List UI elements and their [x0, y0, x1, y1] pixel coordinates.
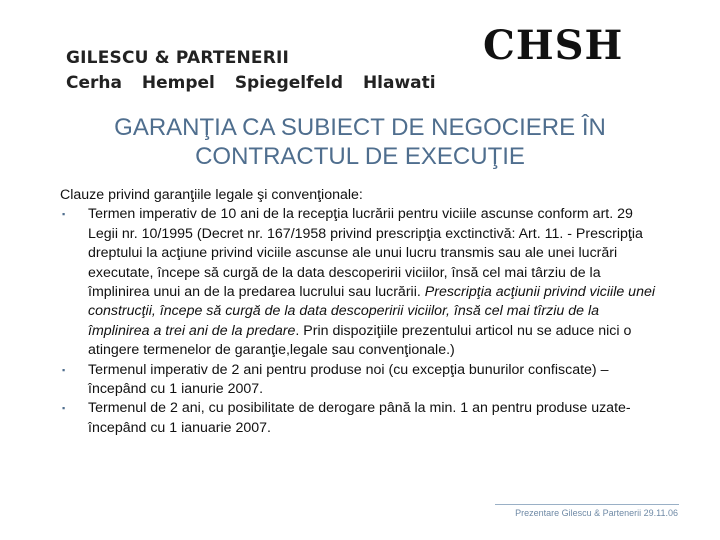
logo-partner-names [66, 73, 450, 93]
logo-partner-hempel: Hempel [141, 73, 215, 93]
bullet-text-cont: . Prin dispoziţiile prezentului articol nu se aduce nici o atingere termenelor de garanţie,legale sau convenţionale.) [88, 322, 632, 359]
slide-title: GARANŢIA CA SUBIECT DE NEGOCIERE ÎN CONTRACTUL DE EXECUŢIE [114, 114, 606, 170]
slide-content [60, 186, 660, 438]
bullet-text: Termenul imperativ de 2 ani pentru produse noi (cu excepţia bunurilor confiscate) – începând cu 1 ianurie 2007. [88, 361, 609, 398]
intro-text: Clauze privind garanţiile legale şi convenţionale: [60, 187, 363, 203]
bullet-list [60, 205, 660, 438]
logo-partner-cerha: Cerha [66, 73, 122, 93]
gilescu-logo [66, 48, 450, 93]
list-item [60, 399, 660, 438]
footer-divider [495, 504, 679, 505]
bullet-marker-icon: ▪ [62, 209, 66, 220]
footer-text: Prezentare Gilescu & Partenerii 29.11.06 [515, 508, 678, 518]
bullet-text: Termenul de 2 ani, cu posibilitate de derogare până la min. 1 an pentru produse uzate- începând cu 1 ianuarie 2007. [88, 400, 631, 436]
logo-firm-name: GILESCU & PARTENERII [66, 48, 290, 68]
bullet-marker-icon: ▪ [62, 364, 66, 375]
logo-partner-hlawati: Hlawati [362, 73, 436, 93]
bullet-italic-text: Prescripţia acţiunii privind viciile unei construcţii, începe să curgă de la data descoperirii viciilor, însă cel mai tîrziu de la împlinirea a trei ani de la predare [88, 284, 655, 339]
logo-partner-spiegelfeld: Spiegelfeld [234, 73, 344, 93]
list-item [60, 361, 660, 400]
chsh-logo: CHSH [483, 22, 624, 69]
bullet-text: Termen imperativ de 10 ani de la recepţia lucrării pentru viciile ascunse conform art. 29 Legii nr. 10/1995 (Decret nr. 167/1958 privind prescripţia exctinctivă: Art. 11. - Prescripţia dreptului la acţiune privind viciile ascunse ale unui lucru transmis sau ale unei lucrări executate, începe să curgă de la data descoperirii viciilor, însă cel mai târziu de la împlinirea unui an de la predarea lucrului sau lucrării. [88, 206, 643, 301]
bullet-marker-icon: ▪ [62, 403, 66, 414]
list-item [60, 205, 660, 360]
